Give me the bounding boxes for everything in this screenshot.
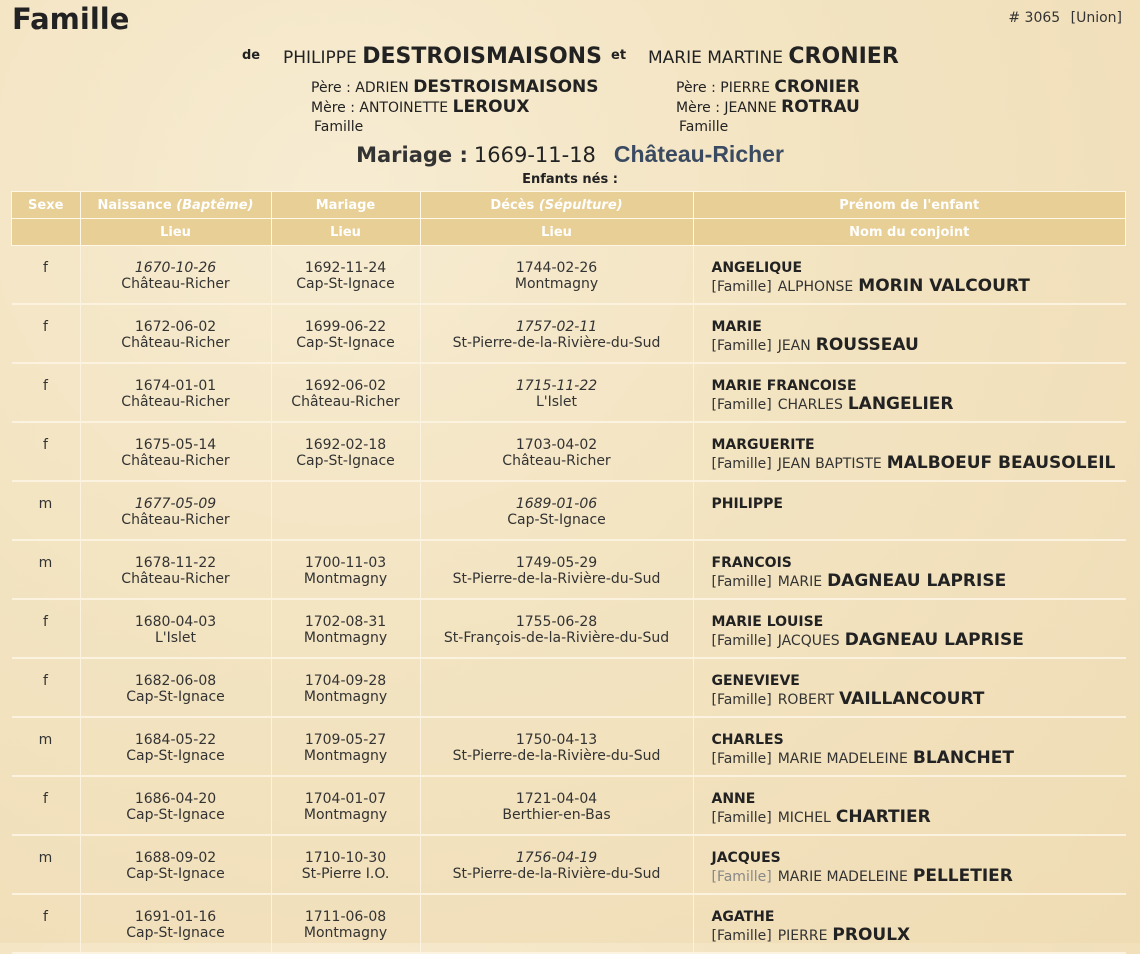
- famille-link[interactable]: [Famille]: [711, 810, 772, 826]
- child-birth-date: 1691-01-16: [80, 894, 271, 925]
- de-label: de: [242, 48, 261, 63]
- child-sex: m: [12, 540, 81, 571]
- page-title: Famille: [12, 2, 130, 36]
- child-marriage-date: 1692-02-18: [271, 422, 420, 453]
- child-marriage-place: Montmagny: [271, 748, 420, 776]
- wife-mother[interactable]: Mère : JEANNE ROTRAU: [676, 97, 860, 117]
- child-death-date: 1757-02-11: [420, 304, 693, 335]
- famille-link[interactable]: [Famille]: [711, 397, 772, 413]
- child-name[interactable]: MARGUERITE: [711, 437, 815, 453]
- child-birth-place: Cap-St-Ignace: [80, 748, 271, 776]
- husband-parents: [311, 78, 599, 137]
- col-deces: Décès (Sépulture): [420, 192, 693, 219]
- spouse-last[interactable]: VAILLANCOURT: [839, 689, 985, 709]
- spouse-first[interactable]: MARIE: [777, 574, 823, 590]
- famille-link[interactable]: [Famille]: [711, 692, 772, 708]
- husband-famille-link[interactable]: Famille: [314, 119, 364, 135]
- child-death-place: St-Pierre-de-la-Rivière-du-Sud: [420, 866, 693, 894]
- table-row: [12, 835, 1126, 866]
- col-prenom: Prénom de l'enfant: [693, 192, 1126, 219]
- child-death-date: 1721-04-04: [420, 776, 693, 807]
- child-name[interactable]: MARIE FRANCOISE: [711, 378, 857, 394]
- child-marriage-place: Montmagny: [271, 571, 420, 599]
- wife-name[interactable]: MARIE MARTINE CRONIER: [648, 44, 899, 69]
- col-sexe: Sexe: [12, 192, 81, 219]
- child-sex-sub: [12, 630, 81, 658]
- col-naissance-lieu: Lieu: [80, 219, 271, 246]
- table-row: [12, 540, 1126, 571]
- child-death-place: Montmagny: [420, 276, 693, 304]
- child-sex: f: [12, 304, 81, 335]
- child-sex-sub: [12, 571, 81, 599]
- spouse-last[interactable]: ROUSSEAU: [815, 335, 919, 355]
- child-marriage-date: 1710-10-30: [271, 835, 420, 866]
- famille-link[interactable]: [Famille]: [711, 869, 772, 885]
- child-spouse: [693, 807, 1126, 835]
- child-sex-sub: [12, 394, 81, 422]
- col-mariage: Mariage: [271, 192, 420, 219]
- table-row: [12, 246, 1126, 277]
- child-marriage-place: Montmagny: [271, 925, 420, 953]
- wife-father[interactable]: Père : PIERRE CRONIER: [676, 77, 860, 97]
- child-name[interactable]: JACQUES: [711, 850, 781, 866]
- spouse-last[interactable]: PELLETIER: [912, 866, 1013, 886]
- child-marriage-place: St-Pierre I.O.: [271, 866, 420, 894]
- table-row: [12, 571, 1126, 599]
- famille-link[interactable]: [Famille]: [711, 633, 772, 649]
- child-birth-place: Cap-St-Ignace: [80, 925, 271, 953]
- spouse-first[interactable]: MICHEL: [777, 810, 831, 826]
- child-sex: f: [12, 363, 81, 394]
- child-sex: f: [12, 894, 81, 925]
- col-deces-lieu: Lieu: [420, 219, 693, 246]
- child-sex: f: [12, 776, 81, 807]
- child-birth-place: Château-Richer: [80, 335, 271, 363]
- wife-famille-link[interactable]: Famille: [679, 119, 729, 135]
- child-marriage-date: 1692-06-02: [271, 363, 420, 394]
- table-row: [12, 422, 1126, 453]
- child-sex: m: [12, 481, 81, 512]
- famille-link[interactable]: [Famille]: [711, 574, 772, 590]
- famille-link[interactable]: [Famille]: [711, 279, 772, 295]
- child-sex-sub: [12, 748, 81, 776]
- child-birth-date: 1678-11-22: [80, 540, 271, 571]
- child-spouse: [693, 512, 1126, 540]
- child-name[interactable]: CHARLES: [711, 732, 784, 748]
- child-birth-date: 1677-05-09: [80, 481, 271, 512]
- child-birth-place: Cap-St-Ignace: [80, 807, 271, 835]
- child-death-date: 1744-02-26: [420, 246, 693, 277]
- table-row: [12, 599, 1126, 630]
- child-death-place: Berthier-en-Bas: [420, 807, 693, 835]
- child-sex-sub: [12, 335, 81, 363]
- spouse-first[interactable]: JEAN: [777, 338, 811, 354]
- child-marriage-date: 1700-11-03: [271, 540, 420, 571]
- table-row: [12, 304, 1126, 335]
- child-birth-place: L'Islet: [80, 630, 271, 658]
- couple-header: [0, 42, 1140, 72]
- spouse-first[interactable]: ALPHONSE: [777, 279, 854, 295]
- famille-link[interactable]: [Famille]: [711, 338, 772, 354]
- child-marriage-place: Cap-St-Ignace: [271, 335, 420, 363]
- child-name[interactable]: MARIE LOUISE: [711, 614, 824, 630]
- et-label: et: [611, 48, 627, 63]
- child-birth-date: 1675-05-14: [80, 422, 271, 453]
- child-spouse: [693, 276, 1126, 304]
- child-spouse: [693, 630, 1126, 658]
- child-marriage-date: 1692-11-24: [271, 246, 420, 277]
- child-spouse: [693, 866, 1126, 894]
- child-marriage-place: Cap-St-Ignace: [271, 453, 420, 481]
- child-sex: f: [12, 246, 81, 277]
- child-death-date: 1750-04-13: [420, 717, 693, 748]
- child-birth-place: Cap-St-Ignace: [80, 866, 271, 894]
- famille-link[interactable]: [Famille]: [711, 751, 772, 767]
- child-birth-date: 1688-09-02: [80, 835, 271, 866]
- child-name[interactable]: AGATHE: [711, 909, 775, 925]
- child-birth-place: Château-Richer: [80, 453, 271, 481]
- famille-link[interactable]: [Famille]: [711, 456, 772, 472]
- table-row: [12, 717, 1126, 748]
- child-marriage-date: 1704-09-28: [271, 658, 420, 689]
- table-row: [12, 453, 1126, 481]
- union-link[interactable]: [Union]: [1070, 10, 1122, 26]
- child-death-place: [420, 925, 693, 953]
- child-sex-sub: [12, 866, 81, 894]
- table-row: [12, 363, 1126, 394]
- child-death-date: 1756-04-19: [420, 835, 693, 866]
- husband-mother[interactable]: Mère : ANTOINETTE LEROUX: [311, 97, 530, 117]
- spouse-first[interactable]: MARIE MADELEINE: [777, 869, 908, 885]
- table-row: [12, 512, 1126, 540]
- child-birth-date: 1670-10-26: [80, 246, 271, 277]
- table-row: [12, 925, 1126, 953]
- child-name[interactable]: PHILIPPE: [711, 496, 783, 512]
- child-spouse: [693, 335, 1126, 363]
- table-row: [12, 481, 1126, 512]
- child-spouse: [693, 394, 1126, 422]
- child-spouse: [693, 689, 1126, 717]
- col-sexe-sub: [12, 219, 81, 246]
- col-conjoint: Nom du conjoint: [693, 219, 1126, 246]
- child-death-date: [420, 658, 693, 689]
- spouse-last[interactable]: CHARTIER: [835, 807, 931, 827]
- child-birth-place: Château-Richer: [80, 512, 271, 540]
- child-sex-sub: [12, 925, 81, 953]
- spouse-last[interactable]: DAGNEAU LAPRISE: [844, 630, 1024, 650]
- famille-link[interactable]: [Famille]: [711, 928, 772, 944]
- child-name[interactable]: MARIE: [711, 319, 762, 335]
- marriage-place: Château-Richer: [613, 141, 784, 167]
- child-marriage-date: 1699-06-22: [271, 304, 420, 335]
- marriage-date: 1669-11-18: [473, 143, 596, 167]
- spouse-last[interactable]: MORIN VALCOURT: [858, 276, 1030, 296]
- spouse-last[interactable]: LANGELIER: [847, 394, 954, 414]
- child-marriage-place: Montmagny: [271, 630, 420, 658]
- spouse-first[interactable]: JEAN BAPTISTE: [777, 456, 882, 472]
- col-mariage-lieu: Lieu: [271, 219, 420, 246]
- child-death-place: St-Pierre-de-la-Rivière-du-Sud: [420, 748, 693, 776]
- child-death-place: St-Pierre-de-la-Rivière-du-Sud: [420, 335, 693, 363]
- child-death-place: St-François-de-la-Rivière-du-Sud: [420, 630, 693, 658]
- marriage-label: Mariage :: [356, 143, 468, 167]
- child-death-date: 1703-04-02: [420, 422, 693, 453]
- table-row: [12, 776, 1126, 807]
- child-marriage-date: 1709-05-27: [271, 717, 420, 748]
- child-death-place: [420, 689, 693, 717]
- spouse-last[interactable]: PROULX: [832, 925, 911, 945]
- child-death-place: Cap-St-Ignace: [420, 512, 693, 540]
- children-heading: Enfants nés :: [522, 172, 618, 187]
- col-naissance: Naissance (Baptême): [80, 192, 271, 219]
- child-death-date: 1715-11-22: [420, 363, 693, 394]
- wife-parents: [676, 78, 860, 137]
- child-marriage-place: Château-Richer: [271, 394, 420, 422]
- child-spouse: [693, 748, 1126, 776]
- child-spouse: [693, 571, 1126, 599]
- children-table: [11, 191, 1126, 954]
- spouse-first[interactable]: ROBERT: [777, 692, 835, 708]
- child-death-place: L'Islet: [420, 394, 693, 422]
- child-name[interactable]: GENEVIEVE: [711, 673, 800, 689]
- child-name[interactable]: ANGELIQUE: [711, 260, 803, 276]
- table-row: [12, 658, 1126, 689]
- child-birth-place: Cap-St-Ignace: [80, 689, 271, 717]
- child-name[interactable]: ANNE: [711, 791, 756, 807]
- child-marriage-date: [271, 481, 420, 512]
- child-death-date: [420, 894, 693, 925]
- spouse-last[interactable]: MALBOEUF BEAUSOLEIL: [886, 453, 1116, 473]
- spouse-last[interactable]: DAGNEAU LAPRISE: [827, 571, 1007, 591]
- table-row: [12, 276, 1126, 304]
- spouse-last[interactable]: BLANCHET: [912, 748, 1014, 768]
- child-sex-sub: [12, 276, 81, 304]
- spouse-first[interactable]: JACQUES: [777, 633, 840, 649]
- child-sex-sub: [12, 512, 81, 540]
- child-sex-sub: [12, 453, 81, 481]
- child-death-place: Château-Richer: [420, 453, 693, 481]
- child-marriage-place: [271, 512, 420, 540]
- child-sex: f: [12, 422, 81, 453]
- table-row: [12, 630, 1126, 658]
- spouse-first[interactable]: MARIE MADELEINE: [777, 751, 908, 767]
- child-spouse: [693, 925, 1126, 953]
- table-row: [12, 394, 1126, 422]
- union-id: # 3065: [1008, 10, 1061, 26]
- child-birth-date: 1684-05-22: [80, 717, 271, 748]
- table-row: [12, 807, 1126, 835]
- child-death-place: St-Pierre-de-la-Rivière-du-Sud: [420, 571, 693, 599]
- child-birth-place: Château-Richer: [80, 276, 271, 304]
- child-death-date: 1749-05-29: [420, 540, 693, 571]
- husband-father[interactable]: Père : ADRIEN DESTROISMAISONS: [311, 77, 599, 97]
- union-info: [1002, 10, 1122, 26]
- child-birth-date: 1686-04-20: [80, 776, 271, 807]
- child-sex-sub: [12, 689, 81, 717]
- child-birth-place: Château-Richer: [80, 394, 271, 422]
- table-row: [12, 689, 1126, 717]
- child-name[interactable]: FRANCOIS: [711, 555, 792, 571]
- child-birth-date: 1674-01-01: [80, 363, 271, 394]
- child-marriage-place: Montmagny: [271, 807, 420, 835]
- child-spouse: [693, 453, 1126, 481]
- child-birth-date: 1680-04-03: [80, 599, 271, 630]
- child-marriage-date: 1702-08-31: [271, 599, 420, 630]
- child-sex: m: [12, 717, 81, 748]
- child-sex: f: [12, 599, 81, 630]
- child-sex-sub: [12, 807, 81, 835]
- child-death-date: 1755-06-28: [420, 599, 693, 630]
- child-death-date: 1689-01-06: [420, 481, 693, 512]
- child-birth-date: 1672-06-02: [80, 304, 271, 335]
- child-birth-date: 1682-06-08: [80, 658, 271, 689]
- marriage-info: [0, 141, 1140, 168]
- table-row: [12, 335, 1126, 363]
- spouse-first[interactable]: PIERRE: [777, 928, 828, 944]
- table-row: [12, 748, 1126, 776]
- child-marriage-place: Cap-St-Ignace: [271, 276, 420, 304]
- child-marriage-place: Montmagny: [271, 689, 420, 717]
- table-row: [12, 866, 1126, 894]
- child-sex: f: [12, 658, 81, 689]
- child-marriage-date: 1704-01-07: [271, 776, 420, 807]
- table-row: [12, 894, 1126, 925]
- child-birth-place: Château-Richer: [80, 571, 271, 599]
- husband-name[interactable]: PHILIPPE DESTROISMAISONS: [283, 44, 602, 69]
- child-marriage-date: 1711-06-08: [271, 894, 420, 925]
- child-sex: m: [12, 835, 81, 866]
- spouse-first[interactable]: CHARLES: [777, 397, 843, 413]
